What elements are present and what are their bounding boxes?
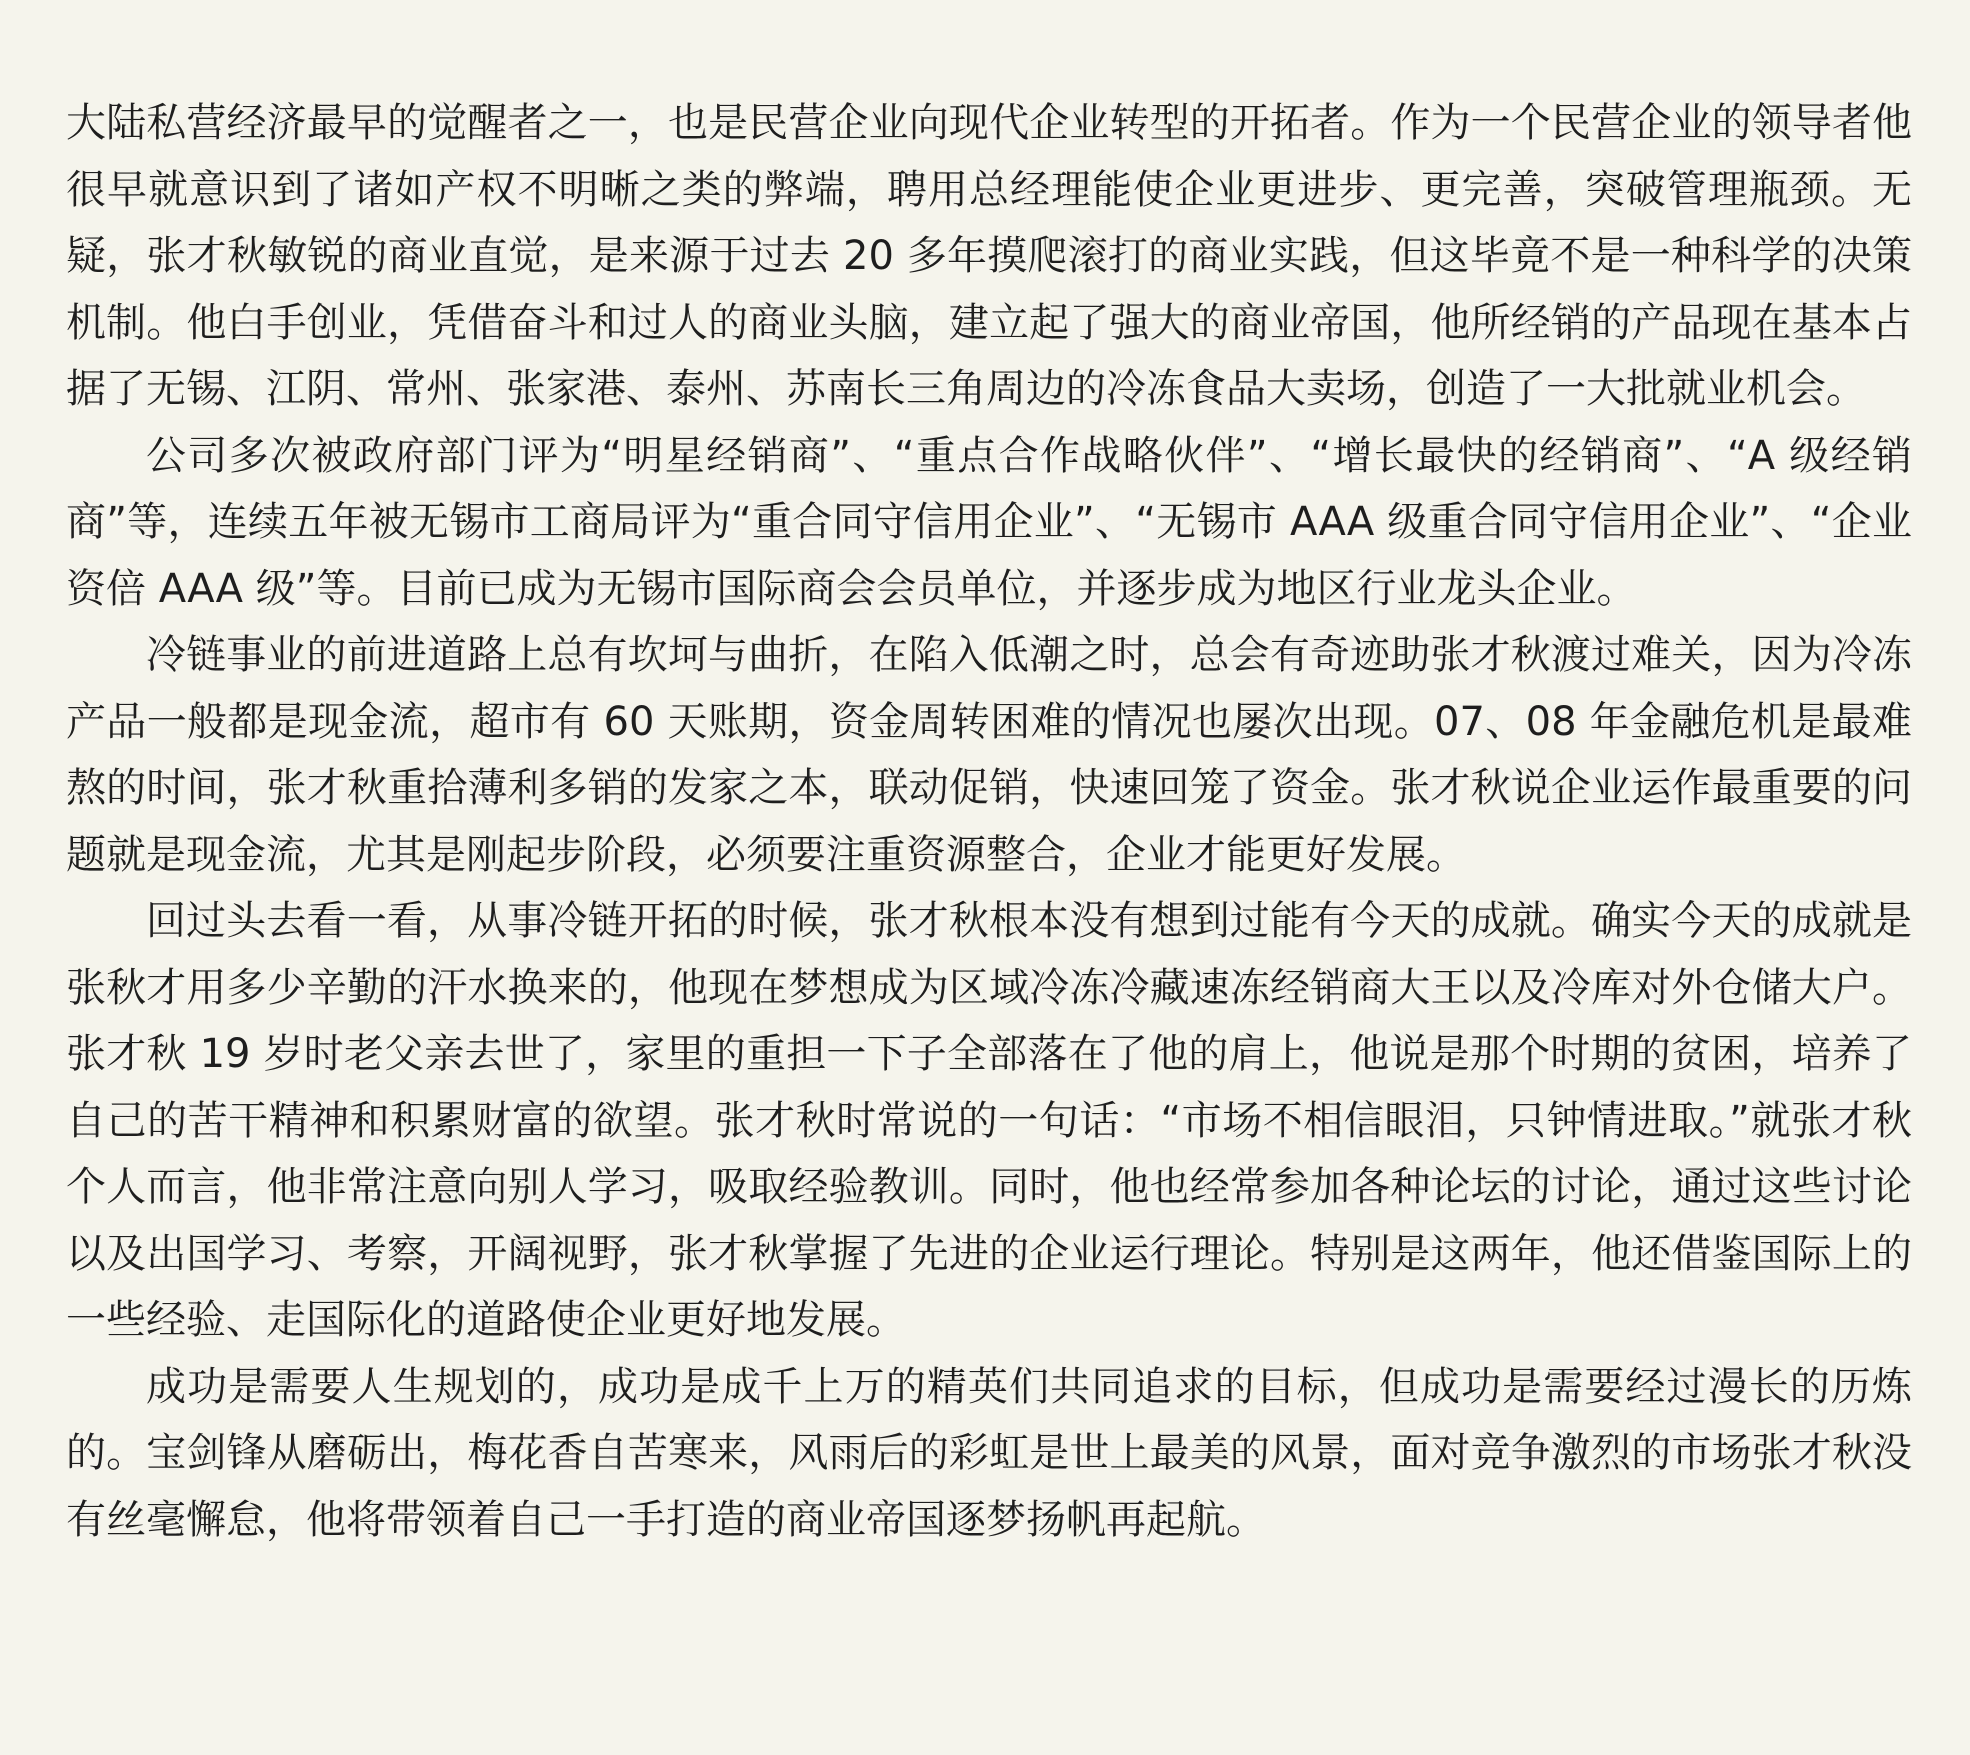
- paragraph-5: 成功是需要人生规划的，成功是成千上万的精英们共同追求的目标，但成功是需要经过漫长的历炼的。宝剑锋从磨砺出，梅花香自苦寒来，风雨后的彩虹是世上最美的风景，面对竞争激烈的市场张才秋没有丝毫懈怠，他将带领着自己一手打造的商业帝国逐梦扬帆再起航。: [66, 1363, 1912, 1543]
- article-body: [66, 90, 1912, 1553]
- paragraph-2: 公司多次被政府部门评为“明星经销商”、“重点合作战略伙伴”、“增长最快的经销商”、“A 级经销商”等，连续五年被无锡市工商局评为“重合同守信用企业”、“无锡市 AAA 级重合同守信用企业”、“企业资倍 AAA 级”等。目前已成为无锡市国际商会会员单位，并逐步成为地区行业龙头企业。: [66, 432, 1912, 612]
- paragraph-4: 回过头去看一看，从事冷链开拓的时候，张才秋根本没有想到过能有今天的成就。确实今天的成就是张秋才用多少辛勤的汗水换来的，他现在梦想成为区域冷冻冷藏速冻经销商大王以及冷库对外仓储大户。张才秋 19 岁时老父亲去世了，家里的重担一下子全部落在了他的肩上，他说是那个时期的贫困，培养了自己的苦干精神和积累财富的欲望。张才秋时常说的一句话：“市场不相信眼泪，只钟情进取。”就张才秋个人而言，他非常注意向别人学习，吸取经验教训。同时，他也经常参加各种论坛的讨论，通过这些讨论以及出国学习、考察，开阔视野，张才秋掌握了先进的企业运行理论。特别是这两年，他还借鉴国际上的一些经验、走国际化的道路使企业更好地发展。: [66, 898, 1912, 1343]
- paragraph-3: 冷链事业的前进道路上总有坎坷与曲折，在陷入低潮之时，总会有奇迹助张才秋渡过难关，因为冷冻产品一般都是现金流，超市有 60 天账期，资金周转困难的情况也屡次出现。07、08 年金融危机是最难熬的时间，张才秋重拾薄利多销的发家之本，联动促销，快速回笼了资金。张才秋说企业运作最重要的问题就是现金流，尤其是刚起步阶段，必须要注重资源整合，企业才能更好发展。: [66, 632, 1912, 878]
- paragraph-1: 大陆私营经济最早的觉醒者之一，也是民营企业向现代企业转型的开拓者。作为一个民营企业的领导者他很早就意识到了诸如产权不明晰之类的弊端，聘用总经理能使企业更进步、更完善，突破管理瓶颈。无疑，张才秋敏锐的商业直觉，是来源于过去 20 多年摸爬滚打的商业实践，但这毕竟不是一种科学的决策机制。他白手创业，凭借奋斗和过人的商业头脑，建立起了强大的商业帝国，他所经销的产品现在基本占据了无锡、江阴、常州、张家港、泰州、苏南长三角周边的冷冻食品大卖场，创造了一大批就业机会。: [66, 100, 1912, 412]
